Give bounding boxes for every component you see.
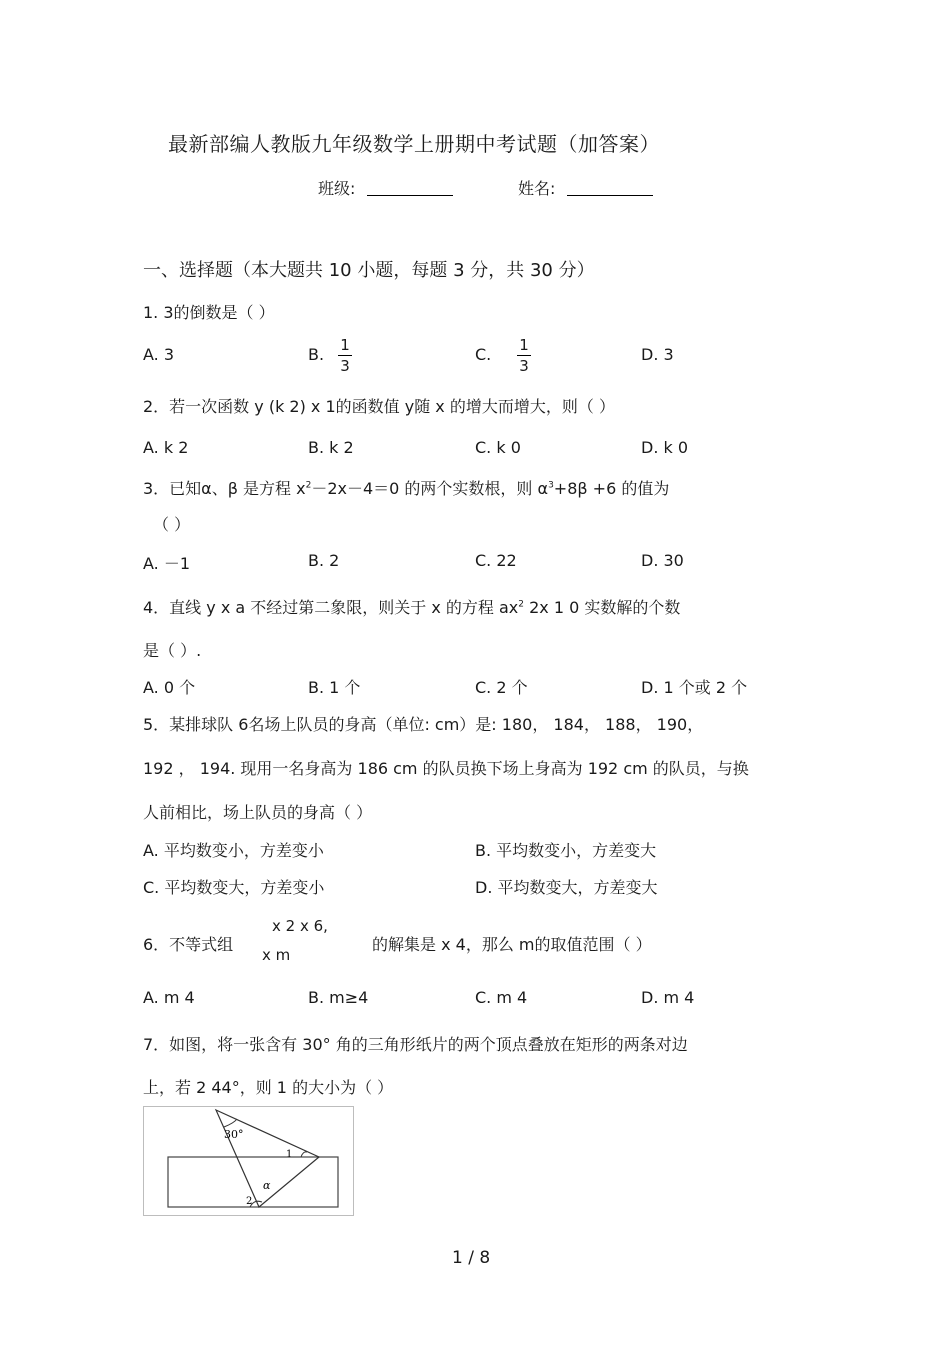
q1-option-b: B. — [308, 345, 325, 364]
fraction-bar — [517, 355, 531, 356]
q6-system-bottom: x m — [262, 946, 291, 964]
q6-option-c: C. m 4 — [475, 988, 528, 1007]
q4-stem — [143, 595, 680, 618]
q5-stem-line2: 192 ， 194. 现用一名身高为 186 cm 的队员换下场上身高为 192 cm 的队员，与换 — [143, 759, 749, 778]
q2-option-d: D. k 0 — [641, 438, 689, 457]
name-blank[interactable] — [567, 179, 653, 196]
fraction-bar — [338, 355, 352, 356]
q1-b-fraction — [338, 336, 352, 375]
class-label: 班级: — [318, 179, 356, 198]
q5-option-b: B. 平均数变小，方差变大 — [475, 841, 657, 860]
q6-system-top: x 2 x 6, — [272, 917, 328, 935]
q2-stem: 2．若一次函数 y (k 2) x 1的函数值 y随 x 的增大而增大，则（ ） — [143, 397, 615, 416]
class-blank[interactable] — [367, 179, 453, 196]
q1-stem: 1. 3的倒数是（ ） — [143, 303, 275, 322]
q2-option-c: C. k 0 — [475, 438, 521, 457]
name-field[interactable] — [518, 176, 653, 199]
q2-option-a: A. k 2 — [143, 438, 189, 457]
angle-1-arc — [301, 1152, 307, 1157]
q1-b-denominator: 3 — [340, 357, 350, 375]
q3-option-b: B. 2 — [308, 551, 340, 570]
name-label: 姓名: — [518, 179, 556, 198]
q5-stem-line3: 人前相比，场上队员的身高（ ） — [143, 803, 373, 822]
q7-stem-line2: 上，若 2 44°，则 1 的大小为（ ） — [143, 1078, 394, 1097]
q7-stem-line1: 7．如图，将一张含有 30° 角的三角形纸片的两个顶点叠放在矩形的两条对边 — [143, 1035, 688, 1054]
q3-exponent-2: 3 — [548, 480, 554, 491]
q3-option-a: A. －1 — [143, 554, 191, 573]
q6-option-b: B. m≥4 — [308, 988, 369, 1007]
q6-stem-prefix: 6．不等式组 — [143, 935, 234, 954]
q5-option-d: D. 平均数变大，方差变大 — [475, 878, 658, 897]
q1-c-denominator: 3 — [519, 357, 529, 375]
q4-option-b: B. 1 个 — [308, 678, 361, 697]
fig-label-2: 2 — [246, 1196, 253, 1207]
q3-stem-line2: （ ） — [153, 515, 191, 534]
q4-option-c: C. 2 个 — [475, 678, 528, 697]
q3-option-d: D. 30 — [641, 551, 684, 570]
rectangle-shape — [168, 1157, 338, 1207]
fig-alpha-label: α — [263, 1179, 271, 1192]
q5-option-c: C. 平均数变大，方差变小 — [143, 878, 325, 897]
q2-option-b: B. k 2 — [308, 438, 354, 457]
section-heading: 一、选择题（本大题共 10 小题，每题 3 分，共 30 分） — [143, 260, 595, 281]
fig-label-1: 1 — [286, 1149, 293, 1160]
q1-b-numerator: 1 — [340, 336, 350, 354]
triangle-rectangle-diagram — [144, 1107, 353, 1215]
q4-exponent: 2 — [518, 599, 525, 610]
page-number: 1 / 8 — [452, 1248, 491, 1268]
q1-option-a: A. 3 — [143, 345, 175, 364]
q3-stem-part1: 3．已知α、β 是方程 x — [143, 479, 306, 498]
q4-option-d: D. 1 个或 2 个 — [641, 678, 748, 697]
q1-option-c: C. — [475, 345, 492, 364]
q6-option-d: D. m 4 — [641, 988, 695, 1007]
q3-stem — [143, 476, 669, 499]
q3-option-c: C. 22 — [475, 551, 517, 570]
fig-angle-label: 30° — [224, 1128, 244, 1141]
class-field[interactable] — [318, 176, 453, 199]
q1-c-fraction — [517, 336, 531, 375]
q3-stem-part3: +8β +6 的值为 — [553, 479, 670, 498]
q1-option-d: D. 3 — [641, 345, 674, 364]
q3-exponent-1: 2 — [305, 480, 312, 491]
q7-figure — [143, 1106, 354, 1216]
angle-30-arc — [224, 1119, 237, 1127]
q3-stem-part2: －2x－4＝0 的两个实数根，则 α — [311, 479, 549, 498]
q5-option-a: A. 平均数变小，方差变小 — [143, 841, 324, 860]
q4-stem-part1: 4．直线 y x a 不经过第二象限，则关于 x 的方程 ax — [143, 598, 519, 617]
q6-option-a: A. m 4 — [143, 988, 195, 1007]
q4-option-a: A. 0 个 — [143, 678, 196, 697]
q5-stem-line1: 5．某排球队 6名场上队员的身高（单位: cm）是: 180， 184， 188， 190， — [143, 715, 704, 734]
triangle-shape — [216, 1110, 319, 1207]
q4-stem-part2: 2x 1 0 实数解的个数 — [524, 598, 681, 617]
q4-stem-line2: 是（ ）. — [143, 641, 202, 660]
page-title: 最新部编人教版九年级数学上册期中考试题（加答案） — [168, 132, 660, 156]
q6-stem-suffix: 的解集是 x 4，那么 m的取值范围（ ） — [372, 935, 652, 954]
q1-c-numerator: 1 — [519, 336, 529, 354]
